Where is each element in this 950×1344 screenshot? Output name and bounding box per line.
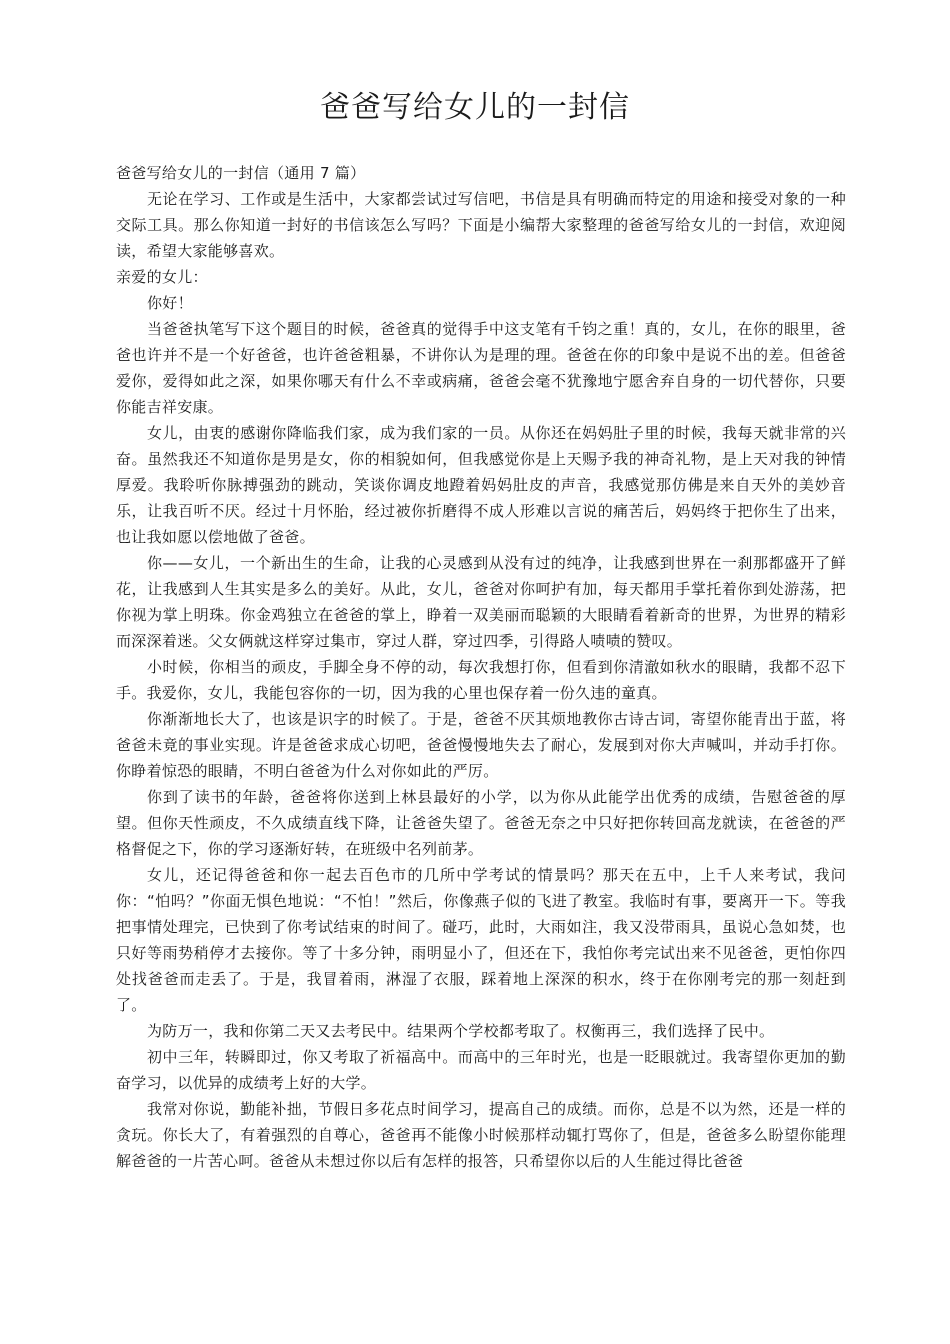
paragraph: 你渐渐地长大了，也该是识字的时候了。于是，爸爸不厌其烦地教你古诗古词，寄望你能青出于蓝，将爸爸未竟的事业实现。许是爸爸求成心切吧，爸爸慢慢地失去了耐心，发展到对你大声喊叫，并动手打你。你睁着惊恐的眼睛，不明白爸爸为什么对你如此的严厉。	[116, 710, 846, 780]
document-title: 爸爸写给女儿的一封信	[320, 90, 630, 125]
paragraph: 你——女儿，一个新出生的生命，让我的心灵感到从没有过的纯净，让我感到世界在一刹那都盛开了鲜花，让我感到人生其实是多么的美好。从此，女儿，爸爸对你呵护有加，每天都用手掌托着你到处游荡，把你视为掌上明珠。你金鸡独立在爸爸的掌上，睁着一双美丽而聪颖的大眼睛看着新奇的世界，为世界的精彩而深深着迷。父女俩就这样穿过集市，穿过人群，穿过四季，引得路人啧啧的赞叹。	[116, 554, 846, 650]
document-body	[116, 160, 846, 1174]
paragraph: 为防万一，我和你第二天又去考民中。结果两个学校都考取了。权衡再三，我们选择了民中。	[147, 1022, 775, 1040]
paragraph: 你到了读书的年龄，爸爸将你送到上林县最好的小学，以为你从此能学出优秀的成绩，告慰爸爸的厚望。但你天性顽皮，不久成绩直线下降，让爸爸失望了。爸爸无奈之中只好把你转回高龙就读，在爸爸的严格督促之下，你的学习逐渐好转，在班级中名列前茅。	[116, 788, 846, 858]
paragraph: 无论在学习、工作或是生活中，大家都尝试过写信吧，书信是具有明确而特定的用途和接受对象的一种交际工具。那么你知道一封好的书信该怎么写吗？下面是小编帮大家整理的爸爸写给女儿的一封信，欢迎阅读，希望大家能够喜欢。	[116, 190, 846, 260]
paragraph: 我常对你说，勤能补拙，节假日多花点时间学习，提高自己的成绩。而你，总是不以为然，还是一样的贪玩。你长大了，有着强烈的自尊心，爸爸再不能像小时候那样动辄打骂你了，但是，爸爸多么盼望你能理解爸爸的一片苦心呵。爸爸从未想过你以后有怎样的报答，只希望你以后的人生能过得比爸爸	[116, 1100, 846, 1170]
paragraph: 你好！	[147, 294, 193, 312]
paragraph: 女儿，还记得爸爸和你一起去百色市的几所中学考试的情景吗？那天在五中，上千人来考试，我问你：“怕吗？”你面无惧色地说：“不怕！”然后，你像燕子似的飞进了教室。我临时有事，要离开一下。等我把事情处理完，已快到了你考试结束的时间了。碰巧，此时，大雨如注，我又没带雨具，虽说心急如焚，也只好等雨势稍停才去接你。等了十多分钟，雨明显小了，但还在下，我怕你考完试出来不见爸爸，更怕你四处找爸爸而走丢了。于是，我冒着雨，淋湿了衣服，踩着地上深深的积水，终于在你刚考完的那一刻赶到了。	[116, 866, 846, 1014]
paragraph: 初中三年，转瞬即过，你又考取了祈福高中。而高中的三年时光，也是一眨眼就过。我寄望你更加的勤奋学习，以优异的成绩考上好的大学。	[116, 1048, 846, 1092]
paragraph: 当爸爸执笔写下这个题目的时候，爸爸真的觉得手中这支笔有千钧之重！真的，女儿，在你的眼里，爸爸也许并不是一个好爸爸，也许爸爸粗暴，不讲你认为是理的理。爸爸在你的印象中是说不出的差。但爸爸爱你，爱得如此之深，如果你哪天有什么不幸或病痛，爸爸会毫不犹豫地宁愿舍弃自身的一切代替你，只要你能吉祥安康。	[116, 320, 846, 416]
paragraph: 亲爱的女儿：	[116, 268, 208, 286]
paragraph: 爸爸写给女儿的一封信（通用 7 篇）	[116, 164, 366, 182]
paragraph: 女儿，由衷的感谢你降临我们家，成为我们家的一员。从你还在妈妈肚子里的时候，我每天就非常的兴奋。虽然我还不知道你是男是女，你的相貌如何，但我感觉你是上天赐予我的神奇礼物，是上天对我的钟情厚爱。我聆听你脉搏强劲的跳动，笑谈你调皮地蹬着妈妈肚皮的声音，我感觉那仿佛是来自天外的美妙音乐，让我百听不厌。经过十月怀胎，经过被你折磨得不成人形难以言说的痛苦后，妈妈终于把你生了出来，也让我如愿以偿地做了爸爸。	[116, 424, 846, 546]
paragraph: 小时候，你相当的顽皮，手脚全身不停的动，每次我想打你，但看到你清澈如秋水的眼睛，我都不忍下手。我爱你，女儿，我能包容你的一切，因为我的心里也保存着一份久违的童真。	[116, 658, 846, 702]
